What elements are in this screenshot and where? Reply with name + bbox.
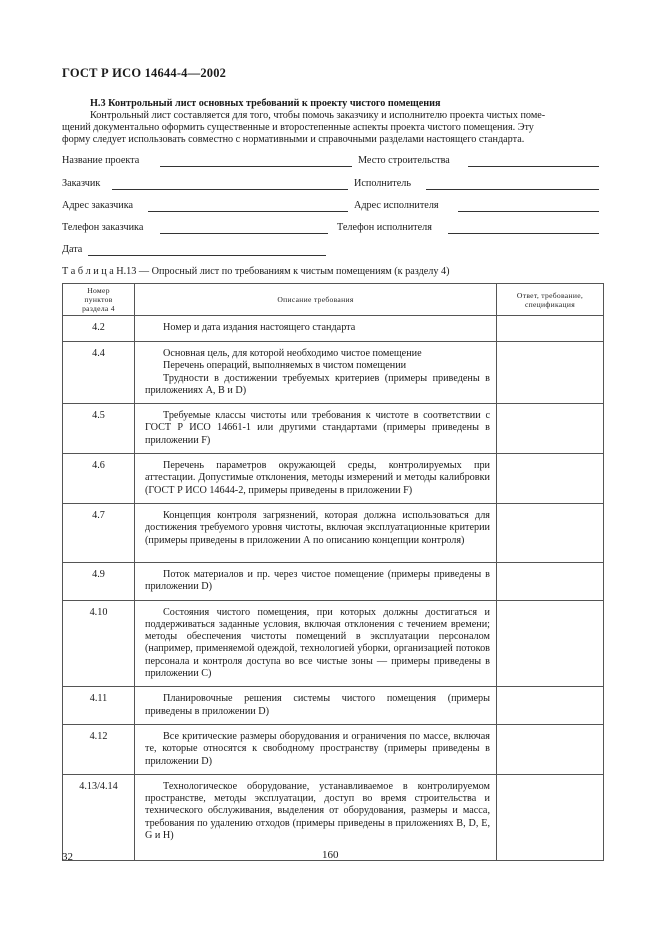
row-answer-cell[interactable] [497, 600, 604, 687]
build-site-label: Место строительства [358, 155, 450, 166]
customer-address-label: Адрес заказчика [62, 200, 134, 211]
row-answer-cell[interactable] [497, 454, 604, 504]
row-description [135, 316, 497, 342]
table-row [63, 503, 604, 562]
table-header-row [63, 284, 604, 316]
row-description [135, 774, 497, 860]
header-answer [497, 284, 604, 316]
customer-phone-label: Телефон заказчика [62, 222, 144, 233]
table-row [63, 687, 604, 725]
row-number: 4.13/4.14 [63, 774, 135, 860]
desc-line: Поток материалов и пр. через чистое помещение (примеры приведены в приложении D) [145, 568, 490, 593]
desc-line: Технологическое оборудование, устанавливаемое в контролируемом пространстве, методы эксплуатации, доступ во время строительства и технического обслуживания, выделения от оборудования, размеры и масса, требования по удалению отходов (примеры приведены в приложениях В, D, Е, G и Н) [145, 780, 490, 842]
header-section-number [63, 284, 135, 316]
row-number: 4.4 [63, 342, 135, 404]
row-description [135, 503, 497, 562]
row-number: 4.10 [63, 600, 135, 687]
row-answer-cell[interactable] [497, 774, 604, 860]
project-name-line[interactable] [160, 166, 352, 167]
contractor-phone-line[interactable] [448, 233, 599, 234]
row-description [135, 404, 497, 454]
customer-line[interactable] [112, 189, 348, 190]
section-title: Н.3 Контрольный лист основных требований к проекту чистого помещения [90, 98, 441, 109]
header-num-line: Номер [87, 286, 110, 295]
table-row [63, 774, 604, 860]
table-row [63, 342, 604, 404]
requirements-table [62, 283, 604, 861]
header-description [135, 284, 497, 316]
row-description [135, 454, 497, 504]
customer-label: Заказчик [62, 178, 101, 189]
build-site-line[interactable] [468, 166, 599, 167]
row-number: 4.12 [63, 724, 135, 774]
intro-line: щений документально оформить существенные и второстепенные аспекты проекта чистого помещения. Эту [62, 122, 534, 133]
customer-address-line[interactable] [148, 211, 348, 212]
desc-line: Основная цель, для которой необходимо чистое помещение [163, 348, 422, 359]
row-number: 4.5 [63, 404, 135, 454]
desc-line: Концепция контроля загрязнений, которая должна использоваться для достижения требуемого уровня чистоты, включая эксплуатационные критерии (примеры приведены в приложении А по описанию концепции контроля) [145, 509, 490, 546]
desc-line: Перечень параметров окружающей среды, контролируемых при аттестации. Допустимые отклонения, методы измерений и методы калибровки (ГОСТ Р ИСО 14644-2, примеры приведены в приложении F) [145, 460, 490, 496]
row-answer-cell[interactable] [497, 503, 604, 562]
intro-line: форму следует использовать совместно с нормативными и справочными разделами настоящего стандарта. [62, 134, 525, 145]
row-description [135, 562, 497, 600]
header-ans-line: спецификация [524, 299, 576, 309]
row-number: 4.7 [63, 503, 135, 562]
project-name-label: Название проекта [62, 155, 140, 166]
table-row [63, 724, 604, 774]
row-number: 4.2 [63, 316, 135, 342]
row-description [135, 600, 497, 687]
document-header: ГОСТ Р ИСО 14644-4—2002 [62, 66, 227, 80]
table-row [63, 404, 604, 454]
desc-line: Трудности в достижении требуемых критериев (примеры приведены в приложениях А, В и D) [145, 372, 490, 396]
customer-phone-line[interactable] [160, 233, 328, 234]
row-answer-cell[interactable] [497, 404, 604, 454]
header-desc-text: Описание требования [277, 295, 354, 304]
row-description [135, 724, 497, 774]
contractor-line[interactable] [426, 189, 599, 190]
row-answer-cell[interactable] [497, 687, 604, 725]
date-label: Дата [62, 244, 83, 255]
desc-line: Номер и дата издания настоящего стандарта [163, 322, 356, 333]
row-description [135, 342, 497, 404]
table-row [63, 316, 604, 342]
contractor-address-label: Адрес исполнителя [354, 200, 439, 211]
desc-line: Требуемые классы чистоты или требования к чистоте в соответствии с ГОСТ Р ИСО 14661-1 или другими стандартами (примеры приведены в приложении F) [145, 410, 490, 446]
table-row [63, 454, 604, 504]
desc-line: Все критические размеры оборудования и ограничения по массе, включая те, которые относятся к свободному пространству (примеры приведены в приложении D) [145, 730, 490, 767]
page-number-center: 160 [322, 849, 339, 861]
row-number: 4.11 [63, 687, 135, 725]
row-answer-cell[interactable] [497, 342, 604, 404]
header-num-line: пунктов [84, 295, 113, 304]
desc-line: Планировочные решения системы чистого помещения (примеры приведены в приложении D) [145, 693, 490, 717]
desc-line: Перечень операций, выполняемых в чистом помещении [163, 360, 407, 372]
date-line[interactable] [88, 255, 326, 256]
row-number: 4.6 [63, 454, 135, 504]
header-ans-line: Ответ, требование, [516, 290, 584, 300]
contractor-phone-label: Телефон исполнителя [337, 222, 432, 233]
page-number-left: 32 [62, 851, 73, 863]
table-row [63, 600, 604, 687]
contractor-address-line[interactable] [458, 211, 599, 212]
row-description [135, 687, 497, 725]
desc-line: Состояния чистого помещения, при которых должны достигаться и поддерживаться заданные условия, включая отклонения с течением времени; методы обеспечения чистоты помещений в эксплуатации персоналом (например, применяемой одеждой, технологией уборки, организацией потоков персонала и контроля доступа во все чистые зоны — примеры приведены в приложении С) [145, 606, 490, 680]
intro-paragraph [62, 110, 602, 146]
contractor-label: Исполнитель [354, 178, 411, 189]
row-number: 4.9 [63, 562, 135, 600]
header-num-line: раздела 4 [82, 304, 115, 313]
row-answer-cell[interactable] [497, 316, 604, 342]
intro-line: Контрольный лист составляется для того, чтобы помочь заказчику и исполнителю проекта чистых поме- [90, 110, 546, 121]
table-row [63, 562, 604, 600]
row-answer-cell[interactable] [497, 724, 604, 774]
table-caption: Т а б л и ц а Н.13 — Опросный лист по требованиям к чистым помещениям (к разделу 4) [62, 266, 450, 277]
row-answer-cell[interactable] [497, 562, 604, 600]
